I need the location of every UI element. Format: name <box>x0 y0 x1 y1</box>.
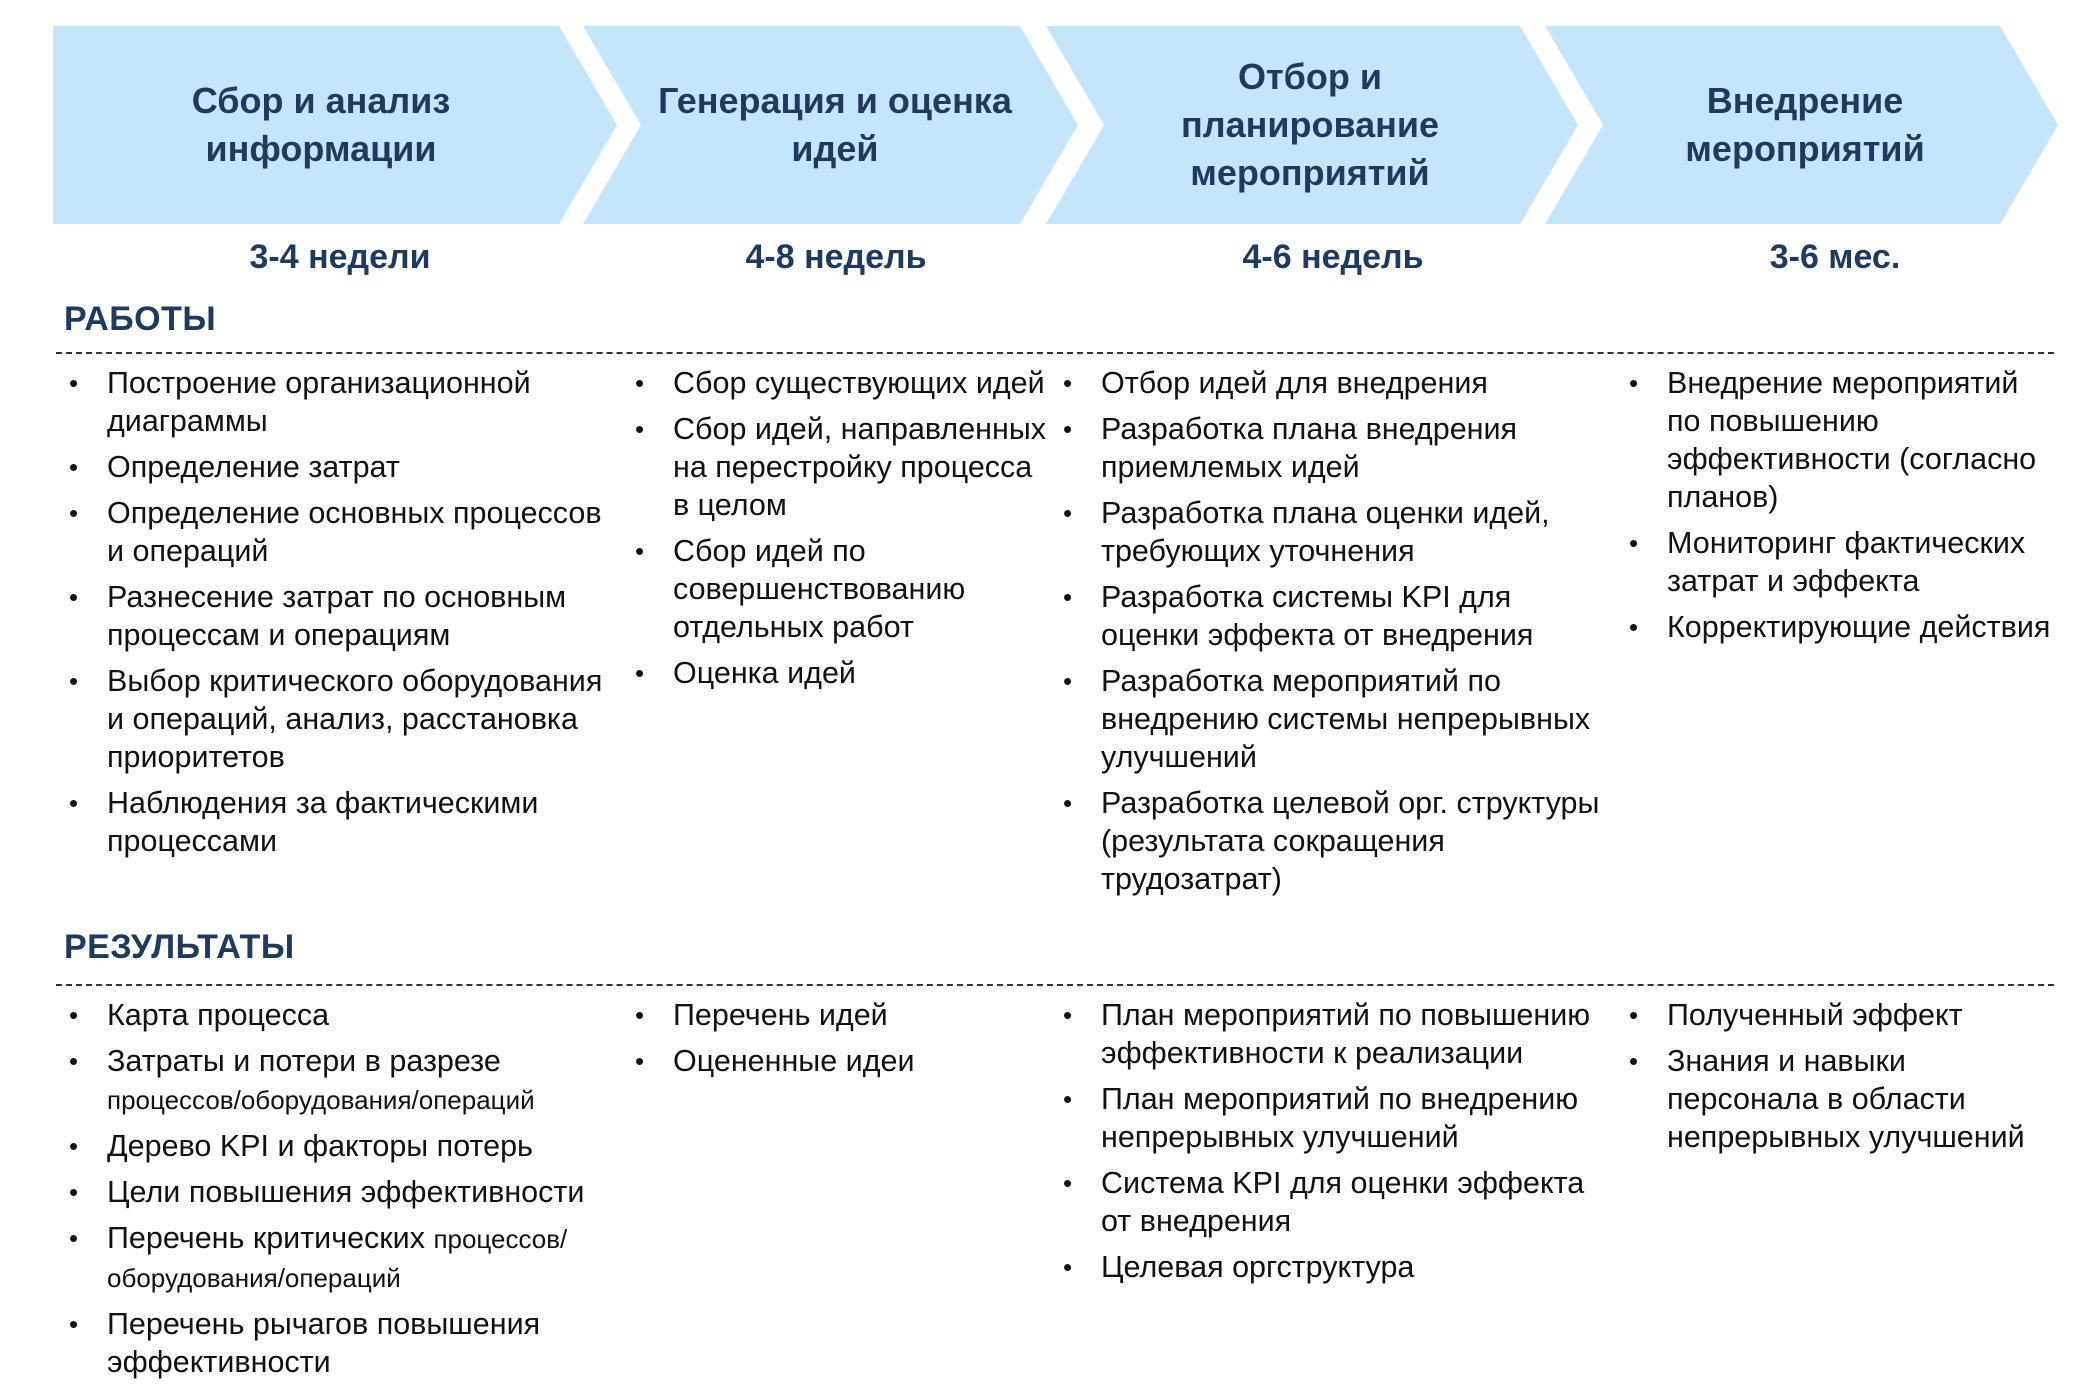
list-item: • План мероприятий по внедрению непрерывных улучшений <box>1058 1080 1608 1156</box>
list-item: • Целевая оргструктура <box>1058 1248 1608 1286</box>
list-item: • Разработка плана внедрения приемлемых идей <box>1058 410 1608 486</box>
works-column-1 <box>64 364 624 868</box>
list-item: • Наблюдения за фактическими процессами <box>64 784 624 860</box>
list-item: • Сбор существующих идей <box>630 364 1050 402</box>
list-item: • Внедрение мероприятий по повышению эффективности (согласно планов) <box>1624 364 2054 516</box>
list-item: • Знания и навыки персонала в области непрерывных улучшений <box>1624 1042 2054 1156</box>
phase-title-3: Отбор и планирование мероприятий <box>1180 56 1440 193</box>
list-item: • Разнесение затрат по основным процессам и операциям <box>64 578 624 654</box>
list-item: • Сбор идей по совершенствованию отдельных работ <box>630 532 1050 646</box>
results-column-4 <box>1624 996 2054 1164</box>
phase-title-1: Сбор и анализ информации <box>191 80 451 169</box>
list-item: • Разработка мероприятий по внедрению системы непрерывных улучшений <box>1058 662 1608 776</box>
works-column-3 <box>1058 364 1608 906</box>
list-item: • Затраты и потери в разрезе процессов/оборудования/операций <box>64 1042 624 1119</box>
results-heading: РЕЗУЛЬТАТЫ <box>64 928 295 966</box>
phase-duration-2: 4-8 недель <box>745 237 927 276</box>
list-item: • Оцененные идеи <box>630 1042 1050 1080</box>
list-item: • Полученный эффект <box>1624 996 2054 1034</box>
list-item: • Выбор критического оборудования и операций, анализ, расстановка приоритетов <box>64 662 624 776</box>
list-item: • Определение затрат <box>64 448 624 486</box>
phase-duration-4: 3-6 мес. <box>1769 237 1901 276</box>
results-column-1 <box>64 996 624 1389</box>
list-item: • Корректирующие действия <box>1624 608 2054 646</box>
works-column-2 <box>630 364 1050 700</box>
list-item: • Перечень критических процессов/ оборудования/операций <box>64 1219 624 1297</box>
results-column-2 <box>630 996 1050 1088</box>
list-item: • Разработка целевой орг. структуры (результата сокращения трудозатрат) <box>1058 784 1608 898</box>
works-column-4 <box>1624 364 2054 654</box>
list-item: • Перечень идей <box>630 996 1050 1034</box>
phase-duration-1: 3-4 недели <box>249 237 431 276</box>
results-divider <box>56 984 2054 986</box>
list-item: • Мониторинг фактических затрат и эффекта <box>1624 524 2054 600</box>
list-item: • План мероприятий по повышению эффективности к реализации <box>1058 996 1608 1072</box>
list-item: • Сбор идей, направленных на перестройку процесса в целом <box>630 410 1050 524</box>
phase-title-4: Внедрение мероприятий <box>1685 80 1925 169</box>
results-column-3 <box>1058 996 1608 1294</box>
list-item: • Построение организационной диаграммы <box>64 364 624 440</box>
list-item: • Система KPI для оценки эффекта от внедрения <box>1058 1164 1608 1240</box>
list-item: • Перечень рычагов повышения эффективности <box>64 1305 624 1381</box>
list-item: • Определение основных процессов и операций <box>64 494 624 570</box>
list-item: • Отбор идей для внедрения <box>1058 364 1608 402</box>
phase-title-2: Генерация и оценка идей <box>658 80 1012 169</box>
works-heading: РАБОТЫ <box>64 300 217 338</box>
list-item: • Разработка плана оценки идей, требующих уточнения <box>1058 494 1608 570</box>
works-divider <box>56 352 2054 354</box>
list-item: • Цели повышения эффективности <box>64 1173 624 1211</box>
list-item: • Оценка идей <box>630 654 1050 692</box>
list-item: • Карта процесса <box>64 996 624 1034</box>
list-item: • Дерево KPI и факторы потерь <box>64 1127 624 1165</box>
phase-duration-3: 4-6 недель <box>1242 237 1424 276</box>
list-item: • Разработка системы KPI для оценки эффекта от внедрения <box>1058 578 1608 654</box>
